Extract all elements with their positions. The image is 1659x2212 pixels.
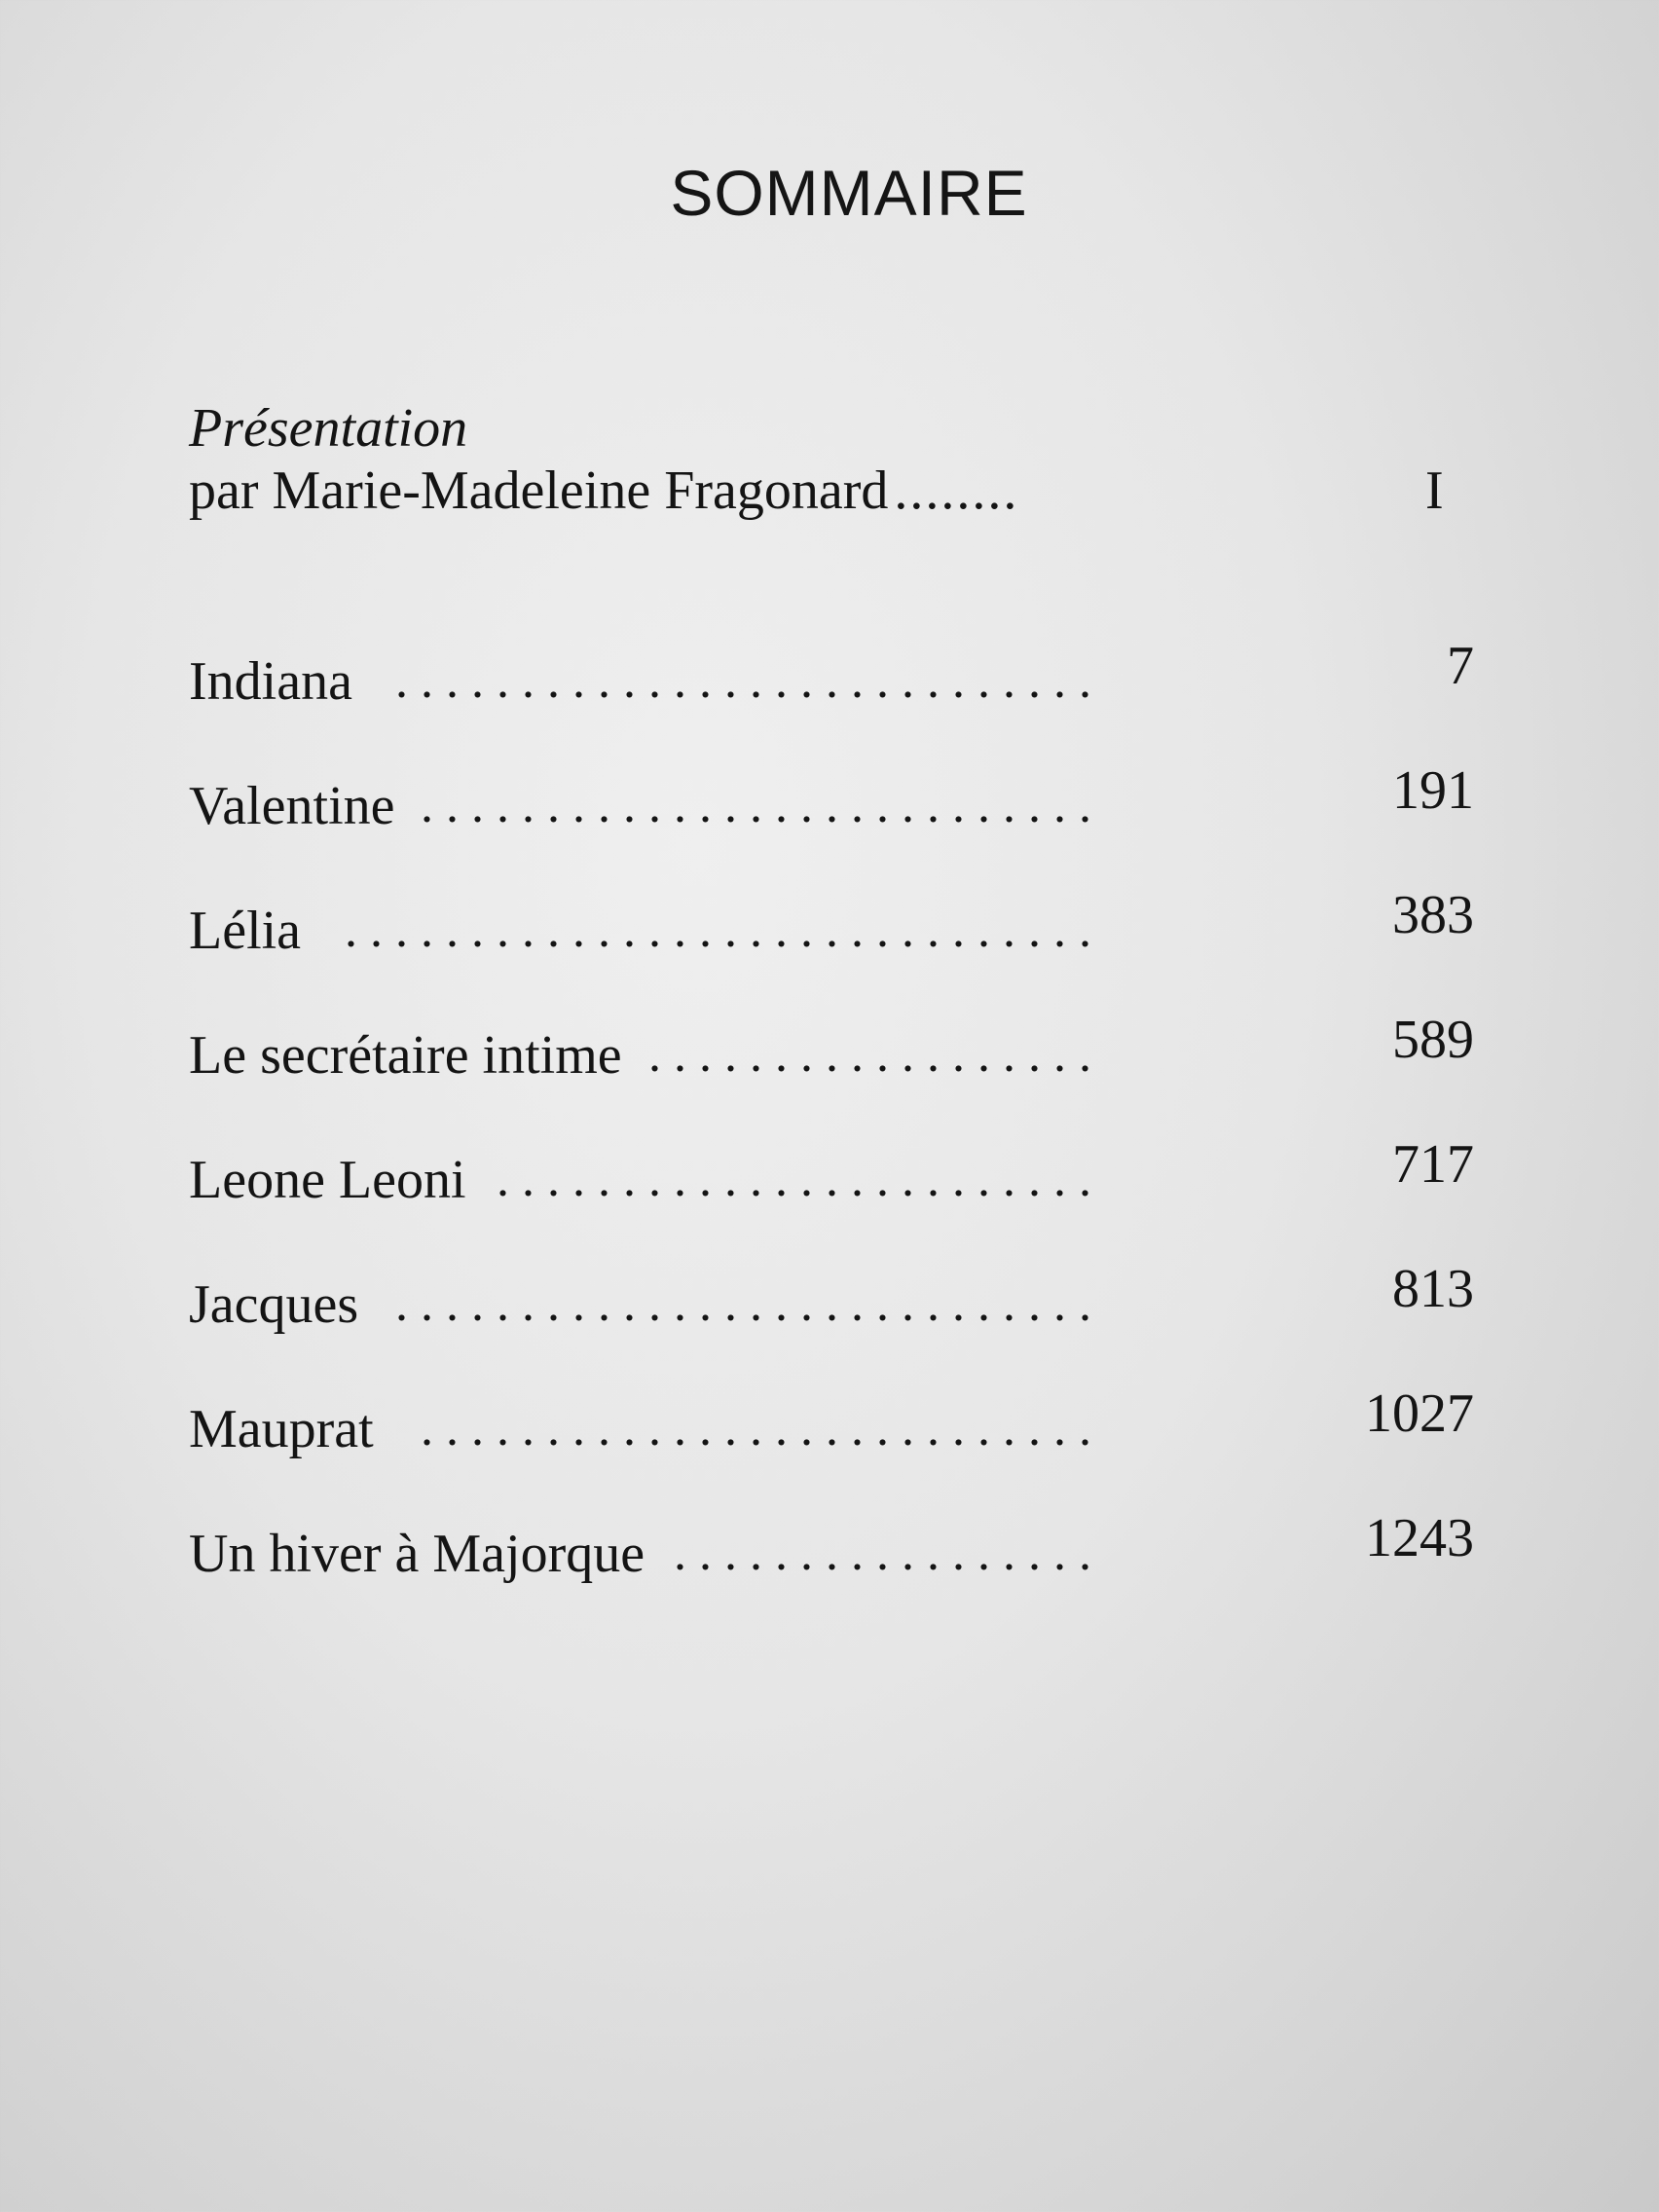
entry-page-number: 7	[1447, 636, 1474, 696]
toc-entry	[189, 1259, 1474, 1398]
toc-entry	[189, 1383, 1474, 1523]
entry-title: Jacques	[189, 1274, 359, 1335]
toc-entry	[189, 760, 1474, 900]
entry-page-number: 191	[1392, 760, 1474, 821]
entry-title: Lélia	[189, 901, 302, 961]
presentation-label: Présentation	[189, 398, 468, 459]
entry-title: Indiana	[189, 651, 352, 712]
entry-title: Leone Leoni	[189, 1150, 466, 1210]
entry-title: Valentine	[189, 776, 395, 836]
leader-dots: ........	[894, 461, 1019, 521]
leader-dots: ........................	[497, 1152, 1104, 1207]
presentation-page-number: I	[1425, 461, 1444, 521]
toc-entry	[189, 1508, 1474, 1647]
toc-entry	[189, 1134, 1474, 1273]
entry-page-number: 717	[1392, 1134, 1474, 1195]
leader-dots: ..................	[648, 1027, 1104, 1083]
entry-title: Un hiver à Majorque	[189, 1524, 645, 1584]
entry-title: Mauprat	[189, 1399, 374, 1459]
leader-dots: ............................	[395, 1276, 1104, 1332]
entry-page-number: 383	[1392, 885, 1474, 945]
toc-entry	[189, 885, 1474, 1024]
presentation-byline: par Marie-Madeleine Fragonard	[189, 461, 889, 521]
entry-page-number: 1027	[1365, 1383, 1474, 1444]
leader-dots: .................	[674, 1526, 1104, 1581]
entry-page-number: 589	[1392, 1010, 1474, 1070]
toc-entries	[189, 636, 1474, 1647]
entry-title: Le secrétaire intime	[189, 1025, 622, 1086]
leader-dots: ............................	[395, 653, 1104, 709]
entry-page-number: 1243	[1365, 1508, 1474, 1568]
presentation-line	[189, 460, 1455, 522]
leader-dots: ..............................	[345, 903, 1104, 958]
toc-entry	[189, 636, 1474, 775]
leader-dots: ...........................	[421, 778, 1104, 833]
presentation-entry	[189, 397, 1455, 522]
leader-dots: ...........................	[421, 1401, 1104, 1456]
entry-page-number: 813	[1392, 1259, 1474, 1319]
page-title: SOMMAIRE	[670, 157, 1028, 229]
toc-entry	[189, 1010, 1474, 1149]
